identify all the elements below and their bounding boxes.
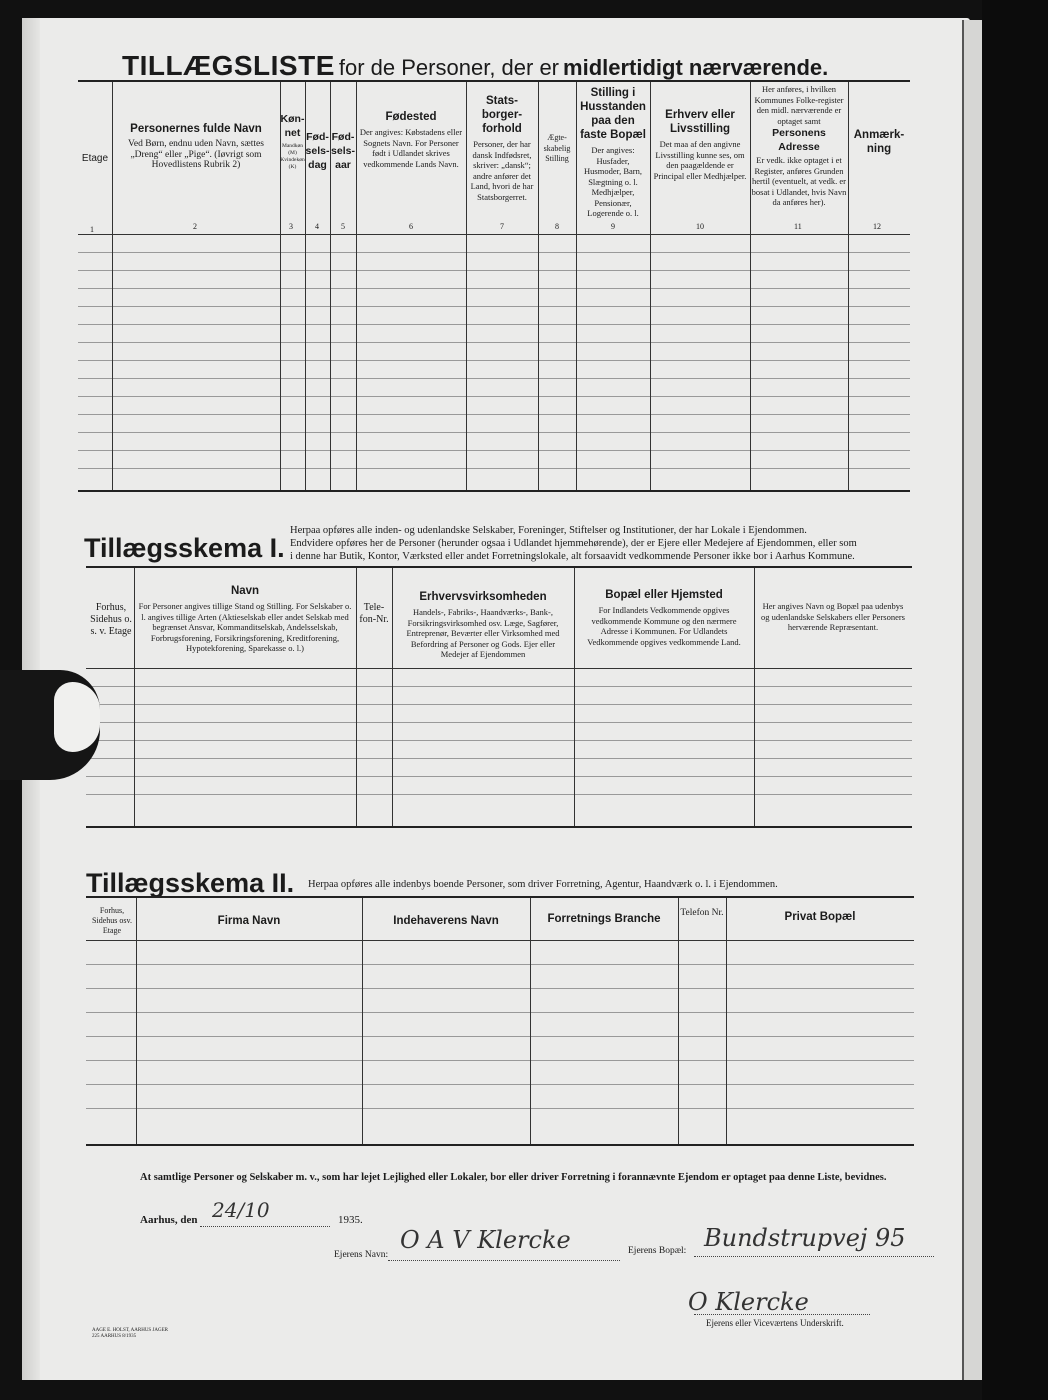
col-etage: Etage [81, 153, 109, 164]
s2-col-phone: Telefon Nr. [680, 908, 724, 918]
col-birthplace: Fødested Der angives: Købstadens eller Sognets Navn. For Personer født i Udlandet skrives vedkommende Lands Navn. [359, 111, 463, 169]
main-table: Etage Personernes fulde Navn Ved Børn, endnu uden Navn, sættes „Dreng“ eller „Pige“. (Iøvrigt som Hovedlistens Rubrik 2) Køn-net Mandkøn (M) Kvindekøn (K) Fød-sels-dag Fød-sels-aar Fødested Der angives: Købstadens eller Sognets Navn. For Personer født i Udlandet skrives vedkommende Lands Navn. Stats-borger-forhold Personer, der har dansk Indfødsret, skriver: „dansk“; andre anfører det Land, hvori de har Statsborgerret. Ægte-skabelig Stilling Stilling i Husstanden paa den faste Bopæl Der angives: Husfader, Husmoder, Barn, Slægtning o. l. Medhjælper, Pensionær, Logerende o. l. Erhverv eller Livsstilling Det maa af den angivne Livsstilling kunne ses, om den paagældende er Principal eller Medhjælper. Her anføres, i hvilken Kommunes Folke-register den midl. nærværende er optaget samt Personens Adresse Er vedk. ikke optaget i et Register, anføres Grunden hertil (eventuelt, at vedk. er bosat i Udlandet, hvis Navn da anføres her). Anmærk-ning 1 2 3 4 5 6 7 8 9 10 11 12 [78, 80, 910, 492]
s2-col-branch: Forretnings Branche [547, 913, 661, 925]
s1-col-residence: Bopæl eller Hjemsted For Indlandets Vedkommende opgives vedkommende Kommune og den nærmere Adresse i Kommunen. For Udlandets Vedkommende opgives vedkommende Land. [587, 589, 741, 647]
col-birthyear: Fød-sels-aar [331, 131, 355, 171]
skema2-intro: Herpaa opføres alle indenbys boende Personer, som driver Forretning, Agentur, Haandværk o. l. i Ejendommen. [308, 879, 778, 890]
title-rest-2: midlertidigt nærværende. [563, 55, 829, 80]
col-remark: Anmærk-ning [853, 129, 905, 155]
signature-handwritten: O Klercke [688, 1288, 809, 1316]
col-birthday: Fød-sels-dag [305, 131, 330, 171]
owner-address-handwritten: Bundstrupvej 95 [704, 1224, 906, 1252]
col-citizenship: Stats-borger-forhold Personer, der har dansk Indfødsret, skriver: „dansk“; andre anfører det Land, hvori de har Statsborgerret. [470, 95, 534, 202]
s2-col-firm: Firma Navn [217, 915, 281, 927]
skema1-intro: Herpaa opføres alle inden- og udenlandske Selskaber, Foreninger, Stiftelser og Institutioner, der har Lokale i Ejendommen. Endvidere opføres her de Personer (herunder ogsaa i Udlandet hjemmehørende), der er Ejere eller Medejere af Ejendommen, eller som i denne har Butik, Kontor, Værksted eller andet Forretningslokale, alt forsaavidt vedkommende Personer ikke bor i Aarhus Kommune. [290, 525, 857, 562]
title-main: TILLÆGSLISTE [122, 50, 335, 81]
page-title [122, 50, 828, 82]
next-page-edge [962, 20, 984, 1380]
owner-name-handwritten: O A V Klercke [400, 1226, 571, 1254]
s1-col-representative: Her angives Navn og Bopæl paa udenbys og udenlandske Selskabers eller Personers herværende Repræsentant. [761, 601, 905, 632]
owner-name-label: Ejerens Navn: [334, 1250, 389, 1260]
background-dark [982, 0, 1048, 1400]
year: 1935. [338, 1214, 363, 1226]
date-handwritten: 24/10 [212, 1198, 270, 1222]
col-address: Her anføres, i hvilken Kommunes Folke-register den midl. nærværende er optaget samt Personens Adresse Er vedk. ikke optaget i et Register, anføres Grunden hertil (eventuelt, at vedk. er bosat i Udlandet, hvis Navn da anføres her). [751, 84, 847, 207]
place-label: Aarhus, den [140, 1214, 198, 1226]
s1-col-name: Navn For Personer angives tillige Stand og Stilling. For Selskaber o. l. angives tillige Arten (Aktieselskab eller andet Selskab med begrænset Ansvar, Kommanditselskab, Andelsselskab, Forbrugsforening, Forsikringsforening, Kreditforening, Hypotekforening, Sparekasse o. l.) [138, 585, 352, 653]
s2-col-etage: Forhus, Sidehus osv. Etage [92, 906, 132, 935]
s2-col-owner: Indehaverens Navn [393, 915, 499, 927]
title-rest-1: for de Personer, der er [338, 55, 560, 80]
s1-col-phone: Tele-fon-Nr. [359, 602, 389, 625]
thumb [54, 682, 100, 752]
declaration: At samtlige Personer og Selskaber m. v., som har lejet Lejlighed eller Lokaler, bor eller driver Forretning i forannævnte Ejendom er optaget paa denne Liste, bevidnes. [140, 1172, 887, 1183]
s1-col-business: Erhvervsvirksomheden Handels-, Fabriks-, Haandværks-, Bank-, Forsikringsvirksomhed osv. Læge, Sagfører, Entreprenør, Beværter eller Virksomhed med Befordring af Personer og Gods. Ejer eller Medejer af Ejendommen [406, 591, 560, 659]
skema1-table [86, 566, 912, 828]
header-divider [78, 234, 910, 235]
s2-col-private: Privat Bopæl [784, 911, 856, 923]
skema2-table [86, 896, 914, 1146]
skema2-title: Tillægsskema II. [86, 868, 295, 898]
owner-address-label: Ejerens Bopæl: [628, 1246, 687, 1256]
signature-label: Ejerens eller Viceværtens Underskrift. [706, 1318, 844, 1328]
s1-col-etage: Forhus, Sidehus o. s. v. Etage [90, 602, 132, 637]
col-name: Personernes fulde Navn Ved Børn, endnu uden Navn, sættes „Dreng“ eller „Pige“. (Iøvrigt som Hovedlistens Rubrik 2) [128, 123, 264, 170]
col-household: Stilling i Husstanden paa den faste Bopæl Der angives: Husfader, Husmoder, Barn, Slægtning o. l. Medhjælper, Pensionær, Logerende o. l. [580, 87, 646, 218]
col-marital: Ægte-skabelig Stilling [543, 133, 571, 163]
skema1-title: Tillægsskema I. [84, 533, 285, 563]
col-sex: Køn-net Mandkøn (M) Kvindekøn (K) [280, 113, 305, 170]
col-occupation: Erhverv eller Livsstilling Det maa af den angivne Livsstilling kunne ses, om den paagældende er Principal eller Medhjælper. [653, 109, 747, 181]
printer-imprint: AAGE E. HOLST, AARHUS JAGER 225 AARHUS 8/1935 [92, 1328, 169, 1339]
